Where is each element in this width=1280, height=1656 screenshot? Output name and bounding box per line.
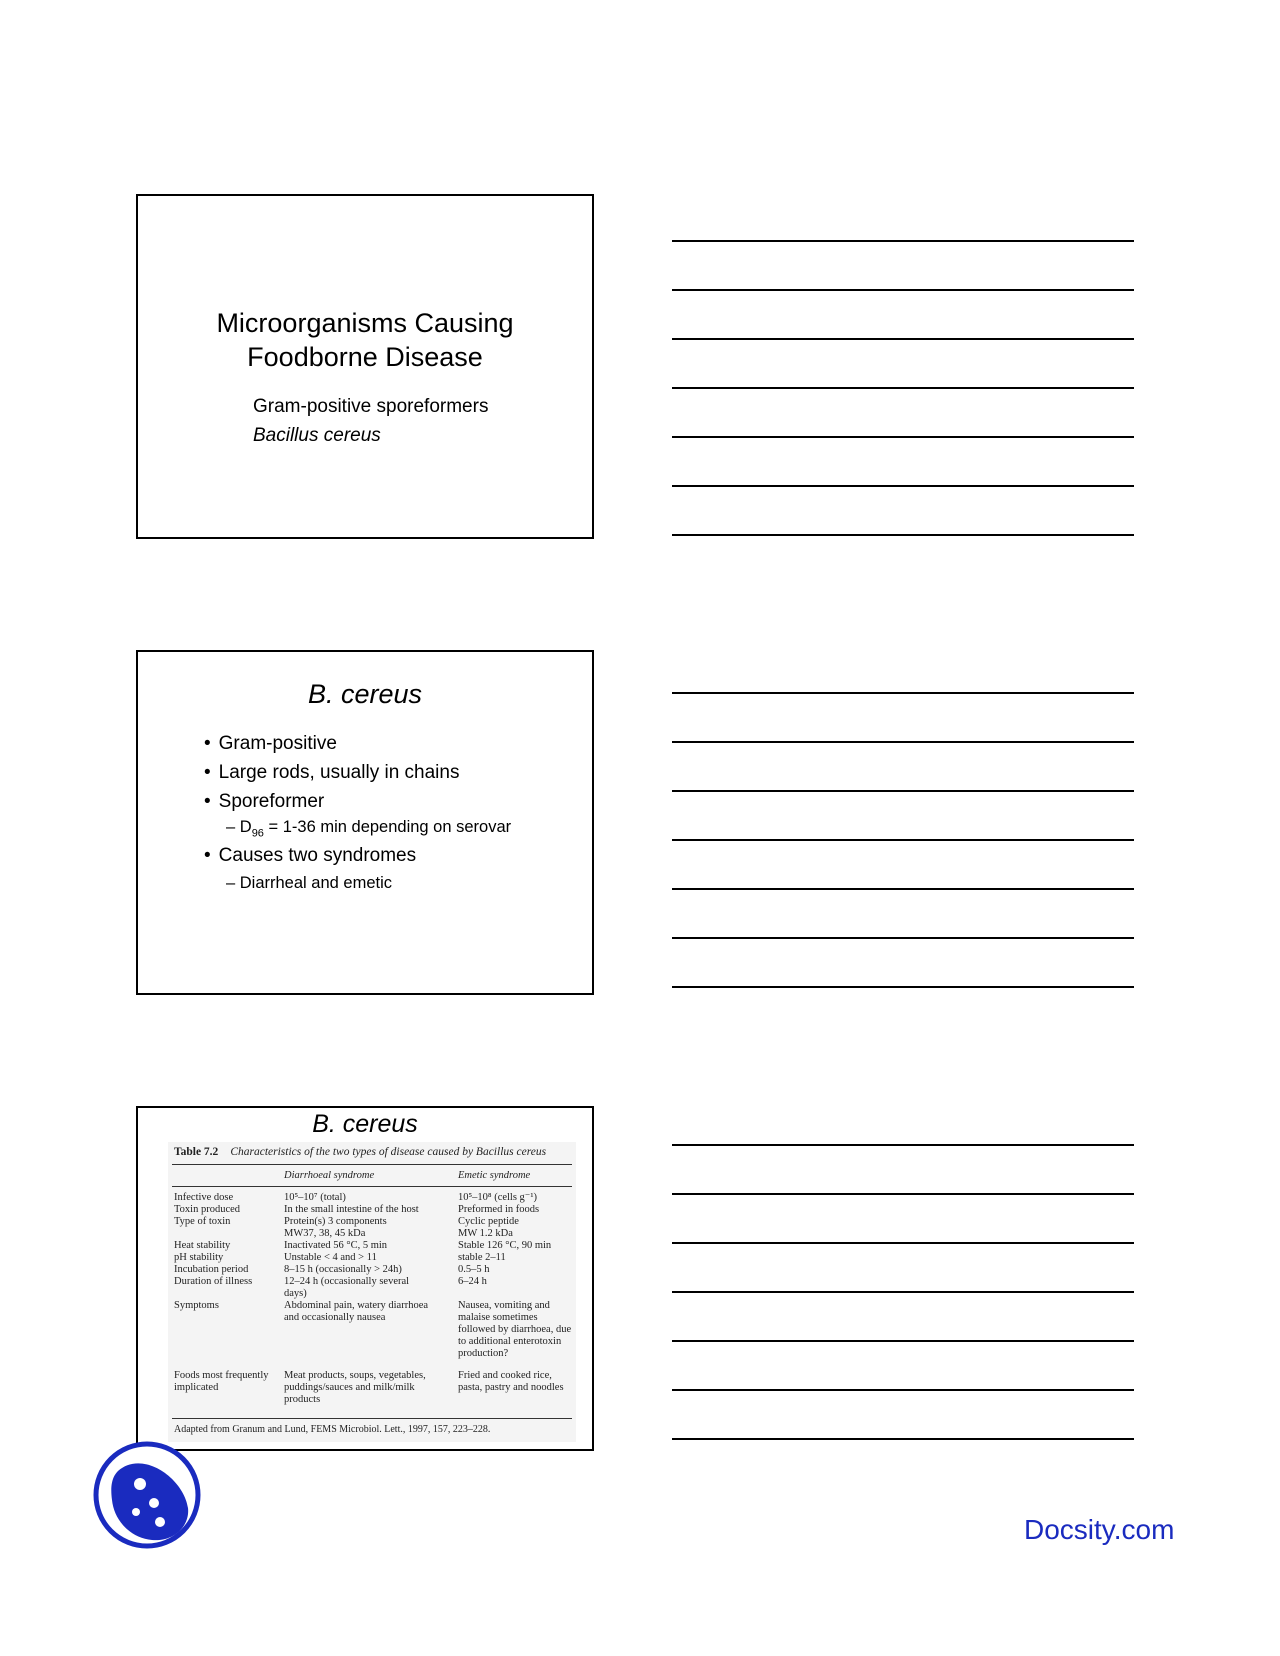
table-header-diarrhoeal: Diarrhoeal syndrome xyxy=(284,1170,375,1181)
note-line xyxy=(672,839,1134,841)
slide-1 xyxy=(136,194,594,539)
bullet-dot-icon: • xyxy=(204,791,211,812)
bullet-dot-icon: • xyxy=(204,733,211,754)
table-cell-diarrhoeal: In the small intestine of the host xyxy=(284,1204,419,1215)
table-cell-emetic: stable 2–11 xyxy=(458,1252,506,1263)
bullet-dot-icon: • xyxy=(204,762,211,783)
table-cell-key: Symptoms xyxy=(174,1300,219,1311)
table-cell-key: Incubation period xyxy=(174,1264,249,1275)
table-cell-diarrhoeal: Abdominal pain, watery diarrhoea and occasionally nausea xyxy=(284,1300,429,1323)
note-line xyxy=(672,1291,1134,1293)
sub-bullet-diarrheal-emetic: – Diarrheal and emetic xyxy=(226,874,392,892)
note-line xyxy=(672,240,1134,242)
slide-2-title: B. cereus xyxy=(307,679,423,709)
slide-1-title-line-2: Foodborne Disease xyxy=(247,342,483,372)
note-line xyxy=(672,888,1134,890)
table-cell-emetic: Cyclic peptide MW 1.2 kDa xyxy=(458,1216,519,1239)
table-rule xyxy=(172,1418,572,1419)
note-line xyxy=(672,986,1134,988)
table-cell-key: Toxin produced xyxy=(174,1204,241,1215)
slide-2 xyxy=(136,650,594,995)
bullet-gram-positive xyxy=(204,733,337,755)
table-header-emetic: Emetic syndrome xyxy=(458,1170,531,1181)
note-line xyxy=(672,534,1134,536)
slide-1-title-line-1: Microorganisms Causing xyxy=(216,308,514,338)
bullet-text: Gram-positive xyxy=(218,733,337,754)
bullet-dot-icon: • xyxy=(204,845,211,866)
note-line xyxy=(672,485,1134,487)
bullet-two-syndromes xyxy=(204,845,416,867)
bullet-sporeformer xyxy=(204,791,324,813)
note-line xyxy=(672,1389,1134,1391)
table-cell-key: Heat stability xyxy=(174,1240,231,1251)
table-rule xyxy=(172,1186,572,1187)
note-line xyxy=(672,937,1134,939)
table-cell-key: Type of toxin xyxy=(174,1216,231,1227)
note-line xyxy=(672,1193,1134,1195)
table-cell-key: pH stability xyxy=(174,1252,224,1263)
table-footnote: Adapted from Granum and Lund, FEMS Microbiol. Lett., 1997, 157, 223–228. xyxy=(174,1424,491,1435)
sub-bullet-subscript: 96 xyxy=(251,827,264,840)
slide-3 xyxy=(136,1106,594,1451)
disease-characteristics-table xyxy=(168,1142,576,1442)
note-line xyxy=(672,1242,1134,1244)
note-line xyxy=(672,289,1134,291)
table-cell-key: Duration of illness xyxy=(174,1276,253,1287)
table-cell-key: Foods most frequently implicated xyxy=(174,1370,269,1393)
note-line xyxy=(672,1144,1134,1146)
note-line xyxy=(672,338,1134,340)
table-cell-diarrhoeal: Protein(s) 3 components MW37, 38, 45 kDa xyxy=(284,1216,387,1239)
table-cell-diarrhoeal: 10⁵–10⁷ (total) xyxy=(284,1192,346,1203)
note-line xyxy=(672,387,1134,389)
note-line xyxy=(672,1438,1134,1440)
docsity-brand-link[interactable]: Docsity.com xyxy=(1024,1514,1175,1545)
table-cell-emetic: 6–24 h xyxy=(458,1276,487,1287)
note-line xyxy=(672,790,1134,792)
table-cell-emetic: 0.5–5 h xyxy=(458,1264,490,1275)
note-line xyxy=(672,436,1134,438)
bullet-large-rods xyxy=(204,762,459,784)
table-cell-emetic: Preformed in foods xyxy=(458,1204,540,1215)
slide-1-subtitle-a: Gram-positive sporeformers xyxy=(253,396,489,417)
sub-bullet-rest: = 1-36 min depending on serovar xyxy=(263,818,512,836)
slide-1-subtitle-b: Bacillus cereus xyxy=(253,425,381,446)
bullet-text: Large rods, usually in chains xyxy=(218,762,460,783)
table-rule xyxy=(172,1164,572,1165)
table-caption xyxy=(174,1146,546,1158)
table-cell-emetic: Fried and cooked rice, pasta, pastry and noodles xyxy=(458,1370,564,1393)
table-cell-diarrhoeal: 8–15 h (occasionally > 24h) xyxy=(284,1264,402,1275)
sub-bullet-d96 xyxy=(226,818,511,839)
bullet-text: Causes two syndromes xyxy=(218,845,417,866)
table-cell-diarrhoeal: Meat products, soups, vegetables, puddings/sauces and milk/milk products xyxy=(284,1370,426,1405)
docsity-logo-icon[interactable] xyxy=(92,1440,202,1550)
note-line xyxy=(672,741,1134,743)
table-cell-diarrhoeal: Inactivated 56 °C, 5 min xyxy=(284,1240,388,1251)
table-cell-emetic: Stable 126 °C, 90 min xyxy=(458,1240,552,1251)
sub-bullet-prefix: – D xyxy=(226,818,252,836)
table-cell-emetic: Nausea, vomiting and malaise sometimes followed by diarrhoea, due to additional enterotoxin production? xyxy=(458,1300,572,1359)
table-caption-text: Characteristics of the two types of disease caused by Bacillus cereus xyxy=(230,1146,547,1158)
table-label: Table 7.2 xyxy=(174,1146,219,1158)
slide-3-title: B. cereus xyxy=(312,1110,418,1138)
slide-1-title xyxy=(138,306,592,374)
bullet-text: Sporeformer xyxy=(218,791,325,812)
table-cell-diarrhoeal: 12–24 h (occasionally several days) xyxy=(284,1276,410,1299)
table-cell-key: Infective dose xyxy=(174,1192,234,1203)
note-line xyxy=(672,692,1134,694)
note-line xyxy=(672,1340,1134,1342)
table-cell-emetic: 10⁵–10⁸ (cells g⁻¹) xyxy=(458,1192,537,1203)
table-cell-diarrhoeal: Unstable < 4 and > 11 xyxy=(284,1252,377,1263)
